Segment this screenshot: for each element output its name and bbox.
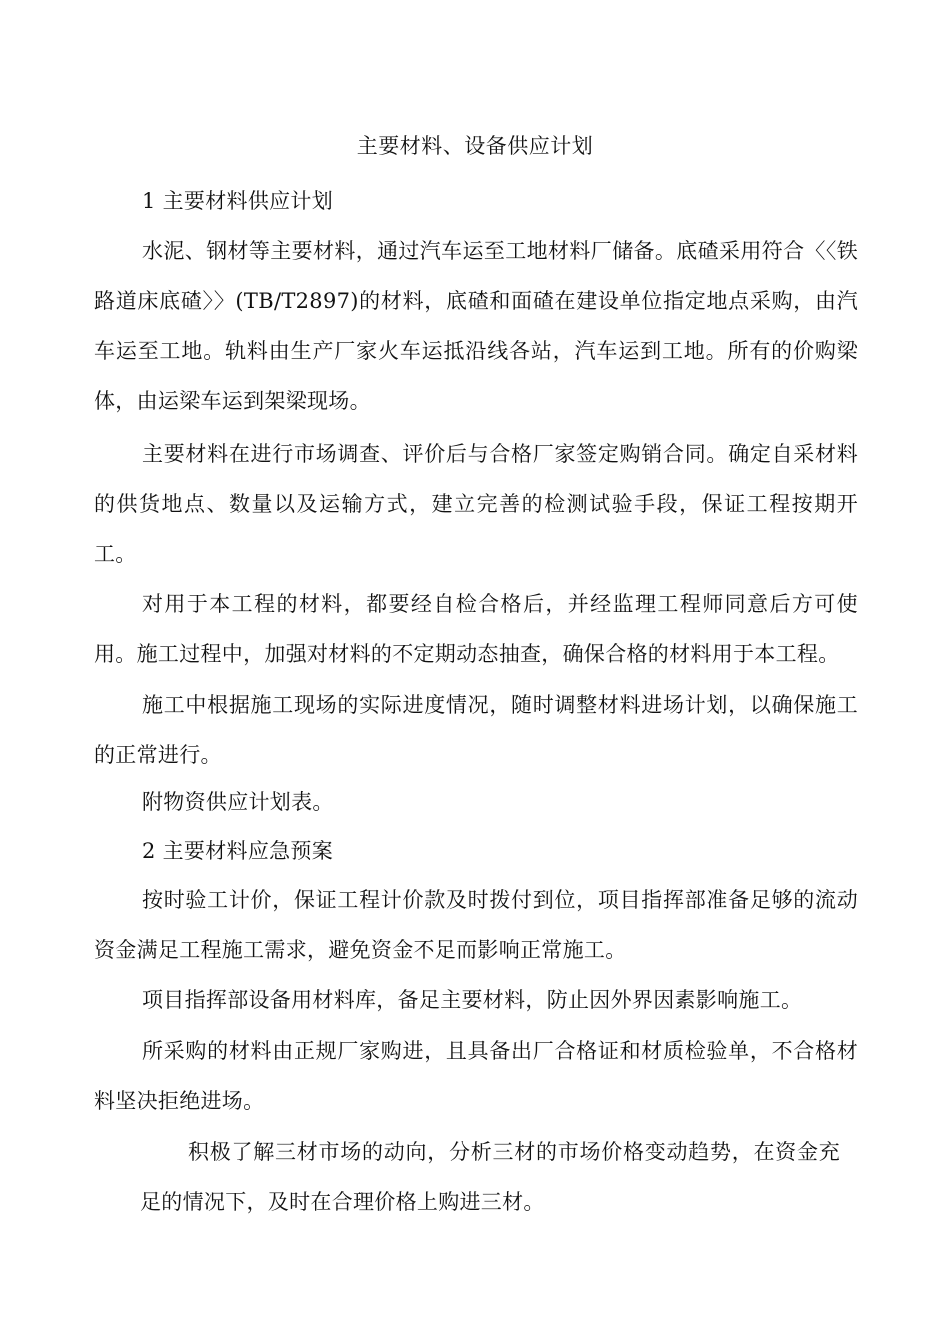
section-1-paragraph-5: 附物资供应计划表。	[142, 790, 334, 814]
section-1-paragraph-2: 主要材料在进行市场调查、评价后与合格厂家签定购销合同。确定自采材料的供货地点、数量以及运输方式，建立完善的检测试验手段，保证工程按期开工。	[94, 442, 858, 566]
section-2-paragraph-2: 项目指挥部设备用材料库，备足主要材料，防止因外界因素影响施工。	[142, 988, 803, 1012]
section-1-paragraph-4: 施工中根据施工现场的实际进度情况，随时调整材料进场计划，以确保施工的正常进行。	[94, 693, 858, 767]
section-2-paragraph-1: 按时验工计价，保证工程计价款及时拨付到位，项目指挥部准备足够的流动资金满足工程施工需求，避免资金不足而影响正常施工。	[94, 888, 858, 962]
section-2-heading: 2 主要材料应急预案	[142, 839, 334, 863]
section-1-heading: 1 主要材料供应计划	[142, 189, 334, 213]
section-1-paragraph-3: 对用于本工程的材料，都要经自检合格后，并经监理工程师同意后方可使用。施工过程中，加强对材料的不定期动态抽查，确保合格的材料用于本工程。	[94, 592, 858, 666]
section-2-paragraph-4: 积极了解三材市场的动向，分析三材的市场价格变动趋势，在资金充足的情况下，及时在合理价格上购进三材。	[140, 1140, 840, 1214]
section-2-paragraph-3: 所采购的材料由正规厂家购进，且具备出厂合格证和材质检验单，不合格材料坚决拒绝进场。	[94, 1039, 858, 1113]
document-title: 主要材料、设备供应计划	[356, 134, 594, 158]
section-1-paragraph-1: 水泥、钢材等主要材料，通过汽车运至工地材料厂储备。底碴采用符合〈〈铁路道床底碴〉〉(TB/T2897)的材料，底碴和面碴在建设单位指定地点采购，由汽车运至工地。轨料由生产厂家火车运抵沿线各站，汽车运到工地。所有的价购梁体，由运梁车运到架梁现场。	[94, 239, 858, 413]
